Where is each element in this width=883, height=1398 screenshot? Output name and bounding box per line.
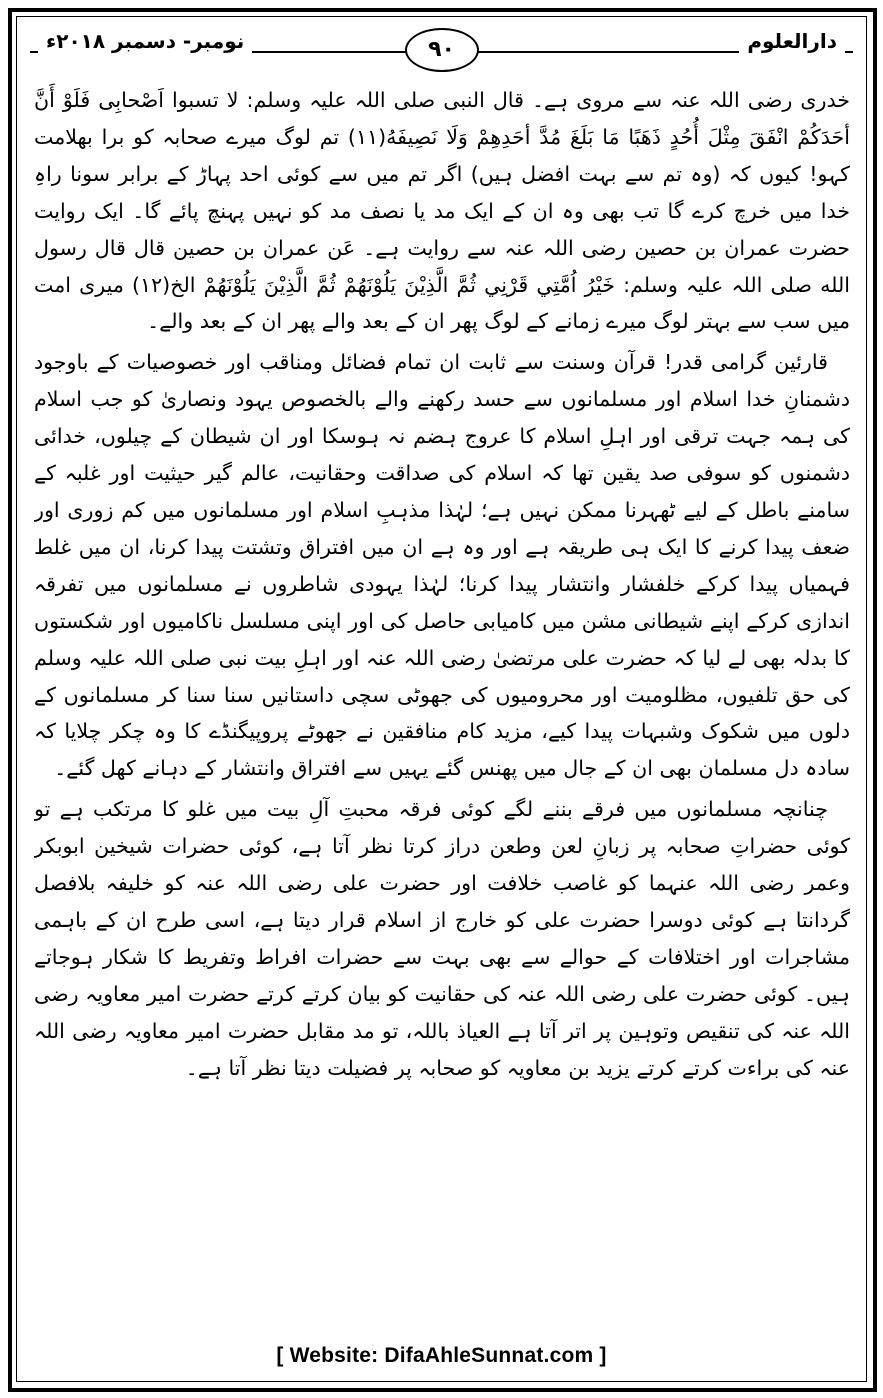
website-footer: [ Website: DifaAhleSunnat.com ] <box>276 1344 607 1367</box>
paragraph-readers: قارئین گرامی قدر! قرآن وسنت سے ثابت ان تمام فضائل ومناقب اور خصوصیات کے باوجود دشمنانِ خدا اسلام اور مسلمانوں سے حسد رکھنے والے بالخصوص یہود ونصاریٰ کو جب اسلام کی ہمہ جہت ترقی اور اہلِ اسلام کا عروج ہضم نہ ہوسکا اور ان شیطان کے چیلوں، خدائی دشمنوں کو سوفی صد یقین تھا کہ اسلام کی صداقت وحقانیت، عالم گیر حیثیت اور غلبہ کے سامنے باطل کے لیے ٹھہرنا ممکن نہیں ہے؛ لہٰذا مذہبِ اسلام اور مسلمانوں میں کم زوری اور ضعف پیدا کرنے کا ایک ہی طریقہ ہے اور وہ ہے ان میں افتراق وتشتت پیدا کرنا، ان میں غلط فہمیاں پیدا کرکے خلفشار وانتشار پیدا کرنا؛ لہٰذا یہودی شاطروں نے مسلمانوں میں تفرقہ اندازی کرکے اپنے شیطانی مشن میں کامیابی حاصل کی اور اپنی مسلسل ناکامیوں اور شکستوں کا بدلہ بھی لے لیا کہ حضرت علی مرتضیٰ رضی اللہ عنہ اور اہلِ بیت نبی صلی اللہ علیہ وسلم کی حق تلفیوں، مظلومیت اور محرومیوں کی جھوٹی سچی داستانیں سنا سنا کر مسلمانوں کے دلوں میں شکوک وشبہات پیدا کیے، مزید کام منافقین نے جھوٹے پروپیگنڈے کا وہ چکر چلایا کہ سادہ دل مسلمان بھی ان کے جال میں پھنس گئے یہیں سے افتراق وانتشار کے دہانے کھل گئے۔ <box>34 350 850 781</box>
page-number-badge: ۹۰ <box>405 28 479 72</box>
paragraph-hadith: خدری رضی اللہ عنہ سے مروی ہے۔ قال النبی صلی اللہ علیہ وسلم: لا تسبوا اَصْحابِی فَلَوْ أَنَّ أحَدَکُمْ انْفَقَ مِثْلَ أُحُدٍ ذَهَبًا مَا بَلَغَ مُدَّ أحَدِهِمْ وَلَا نَصِيفَهُ(۱۱) تم لوگ میرے صحابہ کو برا بھلامت کہو! کیوں کہ (وہ تم سے بہت افضل ہیں) اگر تم میں سے کوئی احد پہاڑ کے برابر سونا راہِ خدا میں خرچ کرے گا تب بھی وہ ان کے ایک مد یا نصف مد کو نہیں پہنچ پائے گا۔ ایک روایت حضرت عمران بن حصین رضی اللہ عنہ سے روایت ہے۔ عَن عمران بن حصين قال قال رسول الله صلی اللہ علیہ وسلم: خَيْرُ اُمَّتِي قَرْنِي ثُمَّ الَّذِيْنَ يَلُوْنَهُمْ ثُمَّ الَّذِيْنَ يَلُوْنَهُمْ الخ(۱۲) میری امت میں سب سے بہتر لوگ میرے زمانے کے لوگ پھر ان کے بعد والے پھر ان کے بعد والے۔ <box>34 88 850 334</box>
journal-name: دارالعلوم <box>739 26 845 56</box>
issue-date: نومبر- دسمبر ۲۰۱۸ء <box>38 26 252 56</box>
article-body <box>34 82 850 1310</box>
paragraph-sects: چنانچہ مسلمانوں میں فرقے بننے لگے کوئی فرقہ محبتِ آلِ بیت میں غلو کا مرتکب ہے تو کوئی حضراتِ صحابہ پر زبانِ لعن وطعن دراز کرتا نظر آتا ہے، کوئی حضرات شیخین ابوبکر وعمر رضی اللہ عنہما کو غاصب خلافت اور حضرت علی رضی اللہ عنہ کو خلیفہ بلافصل گردانتا ہے کوئی دوسرا حضرت علی کو خارج از اسلام قرار دیتا ہے، اسی طرح ان کے باہمی مشاجرات اور اختلافات کے حوالے سے بھی بہت سے حضرات افراط وتفریط کا شکار ہوجاتے ہیں۔ کوئی حضرت علی رضی اللہ عنہ کی حقانیت کو بیان کرتے کرتے حضرت امیر معاویہ رضی اللہ عنہ کی تنقیص وتوہین پر اتر آتا ہے العیاذ باللہ، تو مد مقابل حضرت امیر معاویہ رضی اللہ عنہ کی براءت کرتے کرتے یزید بن معاویہ کو صحابہ پر فضیلت دیتا نظر آتا ہے۔ <box>34 797 850 1080</box>
page-header <box>30 26 853 74</box>
